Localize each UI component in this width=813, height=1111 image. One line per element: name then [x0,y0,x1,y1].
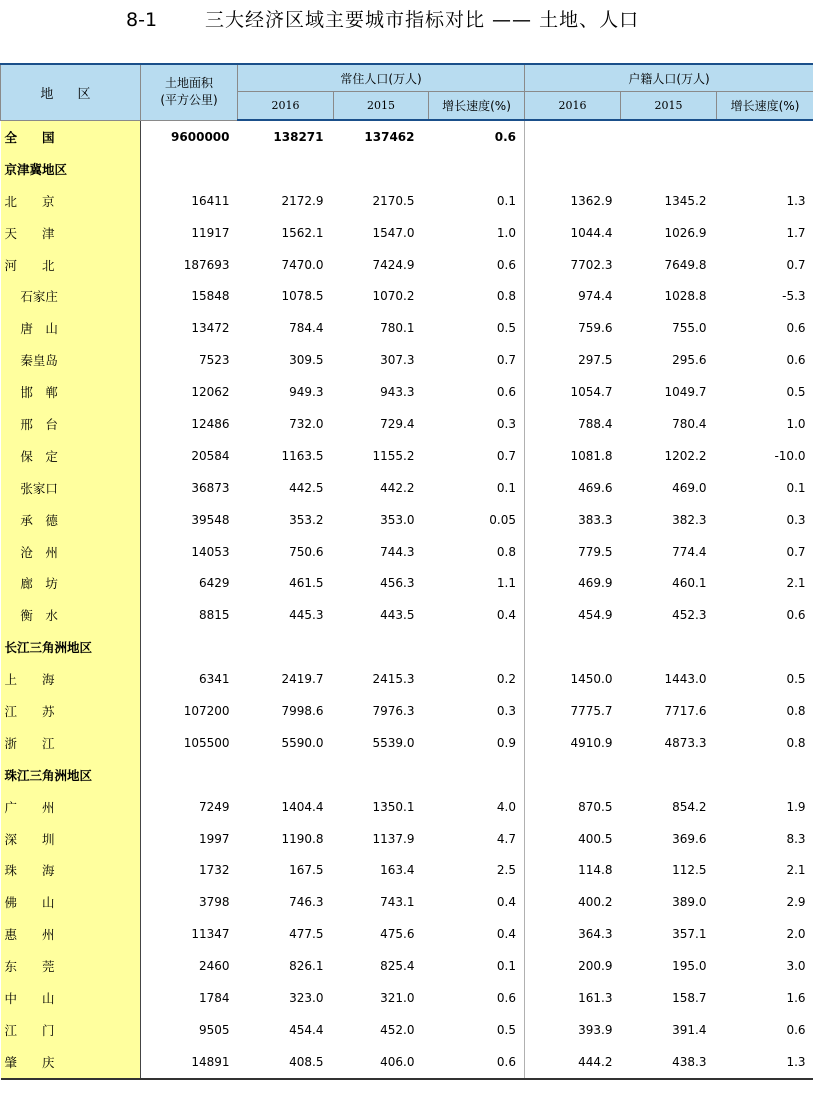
cell-resident-2016: 454.4 [289,1022,324,1037]
cell-resident-2016: 138271 [273,129,324,144]
cell-resident-growth: 0.3 [429,408,525,440]
cell-resident-growth: 1.0 [429,217,525,249]
cell-registered-2016: 1362.9 [570,193,613,208]
region-name: 张家口 [1,472,141,504]
cell-resident-2015: 137462 [364,129,415,144]
cell-registered-2015: 854.2 [672,799,707,814]
table-row [1,280,813,312]
cell-registered-2016: 7702.3 [570,257,613,272]
cell-resident-2016: 732.0 [289,416,324,431]
cell-resident-2016: 1562.1 [281,225,324,240]
cell-registered-growth: 0.1 [786,480,806,495]
cell-land-area [141,759,238,791]
cell-resident-2015 [334,759,429,791]
page-title [0,6,813,38]
cell-registered-growth: 2.9 [786,895,806,910]
cell-resident-2016: 7470.0 [281,257,324,272]
cell-registered-2016: 1054.7 [570,385,613,400]
cell-land-area: 9600000 [171,129,230,144]
table-row [1,536,813,568]
cell-resident-growth: 0.8 [429,536,525,568]
cell-land-area: 2460 [198,959,230,974]
cell-land-area: 15848 [191,289,230,304]
cell-registered-2015: 1202.2 [664,448,707,463]
cell-resident-2016: 461.5 [289,576,324,591]
cell-resident-2016: 826.1 [289,959,324,974]
table-row [1,217,813,249]
cell-resident-2016: 746.3 [289,895,324,910]
header-registered-population: 户籍人口(万人) [525,64,813,92]
cell-resident-growth: 2.5 [429,854,525,886]
cell-registered-2015: 389.0 [672,895,707,910]
table-row [1,249,813,281]
cell-registered-2015: 774.4 [672,544,707,559]
cell-registered-2015: 1049.7 [664,385,707,400]
region-name: 北 京 [1,185,141,217]
table-row [1,854,813,886]
cell-resident-2015: 7976.3 [372,703,415,718]
cell-registered-2015: 460.1 [672,576,707,591]
cell-land-area: 1784 [198,990,230,1005]
cell-resident-growth: 0.6 [429,120,525,153]
cell-resident-2015: 321.0 [380,990,415,1005]
cell-registered-2015: 1443.0 [664,672,707,687]
cell-resident-2016: 167.5 [289,863,324,878]
cell-resident-2016: 2419.7 [281,672,324,687]
cell-registered-2016: 788.4 [578,416,613,431]
cell-resident-2015: 825.4 [380,959,415,974]
cell-registered-growth [717,153,813,185]
region-name: 廊 坊 [1,567,141,599]
cell-registered-2016: 297.5 [578,353,613,368]
cell-registered-2015: 1028.8 [664,289,707,304]
region-name: 邯 郸 [1,376,141,408]
cell-registered-2016 [525,759,621,791]
table-row [1,185,813,217]
header-resident-population: 常住人口(万人) [238,64,525,92]
cell-registered-2015 [621,153,717,185]
cell-resident-growth: 0.6 [429,1046,525,1079]
cell-registered-growth: 0.6 [786,321,806,336]
header-registered-2016: 2016 [525,92,621,121]
table-row [1,727,813,759]
cell-resident-2015: 943.3 [380,385,415,400]
cell-registered-2015: 438.3 [621,1046,717,1079]
region-name: 长江三角洲地区 [1,631,141,663]
cell-resident-2016: 445.3 [289,608,324,623]
region-name: 中 山 [1,982,141,1014]
cell-resident-2015: 442.2 [380,480,415,495]
header-resident-2015: 2015 [334,92,429,121]
cell-registered-growth: 1.9 [786,799,806,814]
table-section-row [1,631,813,663]
cell-resident-growth: 0.5 [429,312,525,344]
cell-registered-2015: 780.4 [672,416,707,431]
table-row [1,472,813,504]
table-section-row [1,759,813,791]
cell-registered-growth: 0.8 [786,703,806,718]
cell-registered-2015: 382.3 [672,512,707,527]
cell-resident-2016: 408.5 [238,1046,334,1079]
cell-registered-2016: 1081.8 [570,448,613,463]
region-name: 珠江三角洲地区 [1,759,141,791]
cell-land-area: 11347 [191,927,230,942]
table-section-row [1,153,813,185]
cell-registered-growth: 3.0 [786,959,806,974]
region-name: 东 莞 [1,950,141,982]
cell-resident-2015: 406.0 [334,1046,429,1079]
cell-registered-2015: 158.7 [672,990,707,1005]
cell-resident-2016 [238,153,334,185]
cell-registered-2015: 469.0 [672,480,707,495]
cell-resident-2015: 1350.1 [372,799,415,814]
cell-resident-2016: 1404.4 [281,799,324,814]
cell-resident-2015: 353.0 [380,512,415,527]
cell-registered-2016: 974.4 [578,289,613,304]
cell-resident-2016 [238,631,334,663]
cell-resident-growth: 0.1 [429,472,525,504]
cell-registered-2015 [621,759,717,791]
cell-registered-2015: 195.0 [672,959,707,974]
cell-registered-2016: 1044.4 [570,225,613,240]
cell-registered-growth [717,631,813,663]
cell-resident-2015: 1137.9 [372,831,415,846]
cell-resident-2016 [238,759,334,791]
cell-land-area: 6429 [198,576,230,591]
cell-registered-growth: 1.3 [717,1046,813,1079]
cell-resident-growth: 0.8 [429,280,525,312]
header-registered-2015: 2015 [621,92,717,121]
cell-registered-2016: 1450.0 [570,672,613,687]
cell-resident-2016: 353.2 [289,512,324,527]
cell-registered-2015: 1026.9 [664,225,707,240]
cell-resident-2015: 163.4 [380,863,415,878]
cell-land-area: 105500 [183,735,230,750]
cell-resident-growth: 4.7 [429,823,525,855]
cell-land-area: 36873 [191,480,230,495]
cell-resident-growth: 0.4 [429,886,525,918]
cell-resident-2016: 750.6 [289,544,324,559]
cell-land-area: 1732 [198,863,230,878]
cell-resident-growth: 0.4 [429,599,525,631]
cell-registered-2016: 383.3 [578,512,613,527]
cell-registered-2016 [525,153,621,185]
cell-land-area: 6341 [198,672,230,687]
header-land-area [141,64,238,120]
cell-resident-2015: 1070.2 [372,289,415,304]
cell-registered-2016: 454.9 [578,608,613,623]
cell-registered-growth: 2.1 [786,576,806,591]
cell-registered-growth: 0.6 [786,608,806,623]
cell-registered-growth: -5.3 [782,289,806,304]
cell-registered-2016: 161.3 [578,990,613,1005]
cell-registered-growth: 0.7 [786,544,806,559]
header-resident-growth: 增长速度(%) [429,92,525,121]
cell-resident-2015: 744.3 [380,544,415,559]
region-name: 唐 山 [1,312,141,344]
cell-registered-2015 [621,120,717,153]
table-number: 8-1 [126,9,158,31]
cell-resident-2015: 5539.0 [372,735,415,750]
cell-registered-growth: 0.5 [786,672,806,687]
header-region: 地 区 [1,64,141,120]
indicator-table [0,63,813,1080]
cell-resident-2016: 323.0 [289,990,324,1005]
region-name: 天 津 [1,217,141,249]
table-row [1,950,813,982]
cell-registered-2016: 7775.7 [570,703,613,718]
cell-registered-2016 [525,631,621,663]
cell-resident-2016: 949.3 [289,385,324,400]
region-name: 承 德 [1,504,141,536]
table-row [1,599,813,631]
cell-resident-2015: 7424.9 [372,257,415,272]
cell-resident-2015: 456.3 [380,576,415,591]
cell-registered-2015: 391.4 [672,1022,707,1037]
cell-registered-2015: 112.5 [672,863,707,878]
region-name: 珠 海 [1,854,141,886]
cell-resident-2015: 2415.3 [372,672,415,687]
cell-resident-growth: 0.6 [429,249,525,281]
cell-registered-growth [717,759,813,791]
cell-registered-2016: 400.5 [578,831,613,846]
table-row [1,663,813,695]
cell-land-area: 20584 [191,448,230,463]
cell-registered-2015: 7717.6 [664,703,707,718]
cell-registered-2016: 779.5 [578,544,613,559]
region-name: 广 州 [1,791,141,823]
cell-resident-growth [429,631,525,663]
cell-resident-2015: 780.1 [380,321,415,336]
cell-registered-2016: 759.6 [578,321,613,336]
cell-registered-2015: 452.3 [672,608,707,623]
cell-registered-2016: 469.9 [578,576,613,591]
region-name: 京津冀地区 [1,153,141,185]
cell-registered-growth: 0.6 [786,353,806,368]
cell-resident-2015: 1547.0 [372,225,415,240]
cell-resident-growth: 0.6 [429,982,525,1014]
cell-resident-2016: 442.5 [289,480,324,495]
cell-resident-2015: 452.0 [380,1022,415,1037]
cell-registered-2015: 369.6 [672,831,707,846]
cell-resident-2016: 1190.8 [281,831,324,846]
cell-resident-growth: 0.7 [429,440,525,472]
table-row [1,918,813,950]
cell-resident-2016: 1078.5 [281,289,324,304]
cell-land-area [141,631,238,663]
cell-registered-growth: 1.7 [786,225,806,240]
region-name: 河 北 [1,249,141,281]
cell-registered-growth: 0.6 [786,1022,806,1037]
cell-land-area: 12062 [191,385,230,400]
cell-resident-2015 [334,631,429,663]
cell-land-area [141,153,238,185]
header-registered-growth: 增长速度(%) [717,92,813,121]
cell-registered-2016: 364.3 [578,927,613,942]
cell-registered-2015: 1345.2 [664,193,707,208]
table-body [1,120,813,1079]
cell-land-area: 11917 [191,225,230,240]
cell-land-area: 3798 [198,895,230,910]
table-section-row [1,120,813,153]
cell-registered-growth: 8.3 [786,831,806,846]
cell-resident-2015: 729.4 [380,416,415,431]
cell-registered-2015 [621,631,717,663]
cell-registered-2016 [525,120,621,153]
cell-registered-growth: 2.1 [786,863,806,878]
cell-registered-2015: 7649.8 [664,257,707,272]
cell-resident-growth: 0.2 [429,663,525,695]
header-land-area-line1: 土地面积 [164,76,213,91]
region-name: 石家庄 [1,280,141,312]
cell-registered-growth: 1.6 [786,990,806,1005]
cell-resident-growth: 4.0 [429,791,525,823]
cell-registered-2015: 755.0 [672,321,707,336]
table-row [1,440,813,472]
region-name: 上 海 [1,663,141,695]
cell-resident-2015: 443.5 [380,608,415,623]
region-name: 衡 水 [1,599,141,631]
cell-resident-growth: 0.6 [429,376,525,408]
cell-land-area: 7523 [198,353,230,368]
cell-registered-2016: 4910.9 [570,735,613,750]
cell-resident-2015: 475.6 [380,927,415,942]
cell-land-area: 14891 [141,1046,238,1079]
cell-resident-growth [429,153,525,185]
cell-land-area: 107200 [183,703,230,718]
region-name: 佛 山 [1,886,141,918]
cell-land-area: 12486 [191,416,230,431]
cell-registered-growth: 2.0 [786,927,806,942]
cell-registered-growth: 0.8 [786,735,806,750]
table-row [1,567,813,599]
cell-registered-2016: 400.2 [578,895,613,910]
cell-resident-growth: 0.4 [429,918,525,950]
table-row [1,886,813,918]
region-name: 沧 州 [1,536,141,568]
cell-resident-2015: 307.3 [380,353,415,368]
cell-resident-growth: 0.5 [429,1014,525,1046]
cell-resident-2016: 477.5 [289,927,324,942]
table-row [1,312,813,344]
cell-registered-growth: 1.0 [786,416,806,431]
region-name: 邢 台 [1,408,141,440]
region-name: 江 苏 [1,695,141,727]
cell-land-area: 187693 [183,257,230,272]
cell-resident-2015: 2170.5 [372,193,415,208]
region-name: 江 门 [1,1014,141,1046]
table-row [1,376,813,408]
cell-registered-growth: 0.3 [786,512,806,527]
cell-land-area: 8815 [198,608,230,623]
table-header [1,64,813,120]
cell-land-area: 13472 [191,321,230,336]
cell-resident-2016: 784.4 [289,321,324,336]
cell-resident-growth: 0.3 [429,695,525,727]
cell-resident-growth: 0.05 [429,504,525,536]
cell-registered-2016: 393.9 [578,1022,613,1037]
header-land-area-line2: (平方公里) [160,93,218,108]
cell-resident-growth: 0.1 [429,185,525,217]
region-name: 肇 庆 [1,1046,141,1079]
cell-land-area: 14053 [191,544,230,559]
cell-resident-2016: 309.5 [289,353,324,368]
table-row [1,1046,813,1079]
cell-registered-growth: 0.5 [786,385,806,400]
header-resident-2016: 2016 [238,92,334,121]
cell-registered-2015: 295.6 [672,353,707,368]
cell-resident-2016: 2172.9 [281,193,324,208]
cell-registered-growth [717,120,813,153]
cell-resident-growth: 0.9 [429,727,525,759]
cell-registered-2015: 357.1 [672,927,707,942]
region-name: 惠 州 [1,918,141,950]
cell-registered-2016: 200.9 [578,959,613,974]
cell-resident-2016: 1163.5 [281,448,324,463]
cell-registered-2015: 4873.3 [664,735,707,750]
table-row [1,344,813,376]
cell-registered-growth: 0.7 [786,257,806,272]
region-name: 全 国 [1,120,141,153]
cell-resident-2015 [334,153,429,185]
table-row [1,504,813,536]
cell-resident-2016: 5590.0 [281,735,324,750]
cell-registered-growth: -10.0 [774,448,806,463]
table-title: 三大经济区域主要城市指标对比 —— 土地、人口 [205,9,640,31]
cell-land-area: 16411 [191,193,230,208]
table-row [1,1014,813,1046]
cell-land-area: 39548 [191,512,230,527]
cell-resident-growth: 0.7 [429,344,525,376]
cell-resident-2015: 743.1 [380,895,415,910]
region-name: 浙 江 [1,727,141,759]
cell-registered-2016: 444.2 [525,1046,621,1079]
table-row [1,791,813,823]
cell-resident-growth [429,759,525,791]
cell-registered-growth: 1.3 [786,193,806,208]
cell-registered-2016: 469.6 [578,480,613,495]
region-name: 深 圳 [1,823,141,855]
cell-land-area: 1997 [198,831,230,846]
cell-resident-growth: 1.1 [429,567,525,599]
table-row [1,695,813,727]
region-name: 秦皇岛 [1,344,141,376]
cell-resident-growth: 0.1 [429,950,525,982]
table-row [1,408,813,440]
cell-land-area: 7249 [198,799,230,814]
table-row [1,823,813,855]
cell-registered-2016: 870.5 [578,799,613,814]
cell-registered-2016: 114.8 [578,863,613,878]
table-row [1,982,813,1014]
region-name: 保 定 [1,440,141,472]
cell-land-area: 9505 [198,1022,230,1037]
cell-resident-2016: 7998.6 [281,703,324,718]
cell-resident-2015: 1155.2 [372,448,415,463]
